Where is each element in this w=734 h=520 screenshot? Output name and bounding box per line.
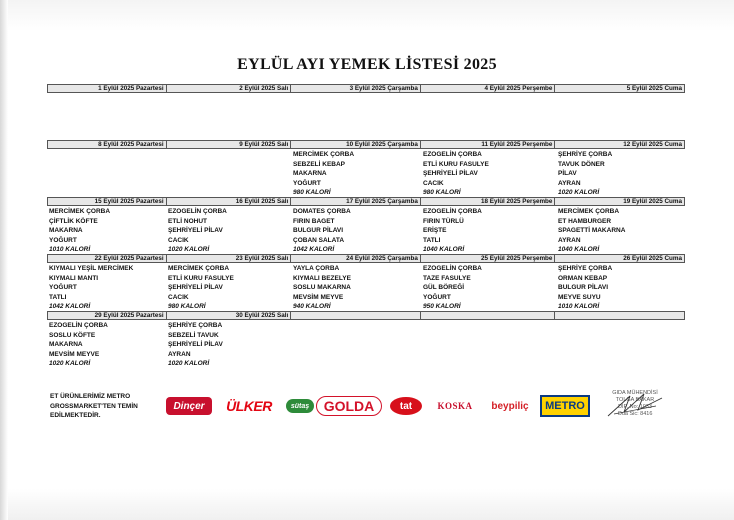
day-header: 16 Eylül 2025 Salı <box>167 198 292 205</box>
menu-item: ŞEHRİYE ÇORBA <box>558 151 613 158</box>
week-row <box>47 84 685 140</box>
engineer-stamp <box>600 390 670 418</box>
beypilic-logo: beypiliç <box>491 400 529 412</box>
menu-item: EZOGELİN ÇORBA <box>168 208 227 215</box>
menu-item: SOSLU KÖFTE <box>49 331 96 339</box>
day-header: 29 Eylül 2025 Pazartesi <box>48 312 167 319</box>
day-menu-cell <box>166 263 291 311</box>
day-menu-cell <box>556 206 685 254</box>
note-line: GROSSMARKET'TEN TEMİN <box>50 402 138 410</box>
day-menu-cell <box>291 93 421 140</box>
calorie-total: 950 KALORİ <box>423 303 461 311</box>
menu-item: YOĞURT <box>293 179 321 187</box>
day-header: 9 Eylül 2025 Salı <box>167 141 292 148</box>
day-menu-cell <box>166 93 291 140</box>
calorie-total: 1020 KALORİ <box>168 360 210 368</box>
day-menu-cell <box>291 320 421 368</box>
day-menu-cell <box>556 320 685 368</box>
week-header <box>47 140 685 149</box>
menu-item: SOSLU MAKARNA <box>293 284 351 292</box>
day-header: 25 Eylül 2025 Perşembe <box>421 255 556 262</box>
day-menu-cell <box>291 149 421 197</box>
calorie-total: 1040 KALORİ <box>423 246 465 254</box>
day-menu-cell <box>47 263 166 311</box>
week-body <box>47 93 685 140</box>
menu-item: DOMATES ÇORBA <box>293 208 351 215</box>
metro-logo: METRO <box>540 395 590 417</box>
stamp-line: TOLGA BAKAR <box>615 397 655 403</box>
menu-item: TAVUK DÖNER <box>558 160 605 168</box>
stamp-line: Oda Sic: 8416 <box>617 411 653 417</box>
calorie-total: 1020 KALORİ <box>558 189 600 197</box>
day-header: 19 Eylül 2025 Cuma <box>623 198 682 205</box>
day-menu-cell <box>166 320 291 368</box>
sutas-logo: sütaş <box>286 399 314 413</box>
day-header: 10 Eylül 2025 Çarşamba <box>291 141 421 148</box>
menu-item: ŞEHRİYE ÇORBA <box>558 265 613 272</box>
menu-item: YAYLA ÇORBA <box>293 265 340 272</box>
week-body <box>47 206 685 254</box>
menu-item: AYRAN <box>558 236 581 244</box>
menu-item: YOĞURT <box>49 284 77 292</box>
menu-item: ŞEHRİYELİ PİLAV <box>168 227 223 235</box>
menu-item: BULGUR PİLAVI <box>558 284 609 292</box>
calorie-total: 1020 KALORİ <box>168 246 210 254</box>
menu-item: ORMAN KEBAP <box>558 274 608 282</box>
week-header <box>47 254 685 263</box>
menu-item: KIYMALI BEZELYE <box>293 274 351 282</box>
week-body <box>47 320 685 368</box>
week-row <box>47 140 685 197</box>
menu-item: AYRAN <box>558 179 581 187</box>
menu-item: ŞEHRİYELİ PİLAV <box>423 170 478 178</box>
menu-item: MERCİMEK ÇORBA <box>293 151 355 158</box>
day-menu-cell <box>47 93 166 140</box>
menu-item: YOĞURT <box>423 293 451 301</box>
day-header: 26 Eylül 2025 Cuma <box>623 255 682 262</box>
menu-item: MERCİMEK ÇORBA <box>49 208 111 215</box>
day-menu-cell <box>47 149 166 197</box>
day-header: 12 Eylül 2025 Cuma <box>623 141 682 148</box>
day-header: 30 Eylül 2025 Salı <box>167 312 292 319</box>
day-menu-cell <box>556 263 685 311</box>
menu-item: PİLAV <box>558 170 577 178</box>
calorie-total: 980 KALORİ <box>293 189 331 197</box>
day-header <box>291 312 421 319</box>
menu-item: TAZE FASULYE <box>423 274 471 282</box>
day-header: 4 Eylül 2025 Perşembe <box>421 85 556 92</box>
menu-item: YOĞURT <box>49 236 77 244</box>
week-row <box>47 311 685 368</box>
day-menu-cell <box>421 93 556 140</box>
menu-item: FIRIN TÜRLÜ <box>423 217 464 225</box>
note-line: ET ÜRÜNLERİMİZ METRO <box>50 393 131 400</box>
day-menu-cell <box>556 149 685 197</box>
menu-item: ÇOBAN SALATA <box>293 236 345 244</box>
menu-item: ERİŞTE <box>423 227 447 235</box>
week-header <box>47 84 685 93</box>
day-header: 18 Eylül 2025 Perşembe <box>421 198 556 205</box>
menu-item: EZOGELİN ÇORBA <box>423 265 482 272</box>
menu-item: MEYVE SUYU <box>558 293 601 301</box>
menu-item: MAKARNA <box>293 170 327 178</box>
menu-item: BULGUR PİLAVI <box>293 227 344 235</box>
day-menu-cell <box>421 320 556 368</box>
note-line: EDİLMEKTEDİR. <box>50 412 101 419</box>
calorie-total: 940 KALORİ <box>293 303 331 311</box>
day-header: 3 Eylül 2025 Çarşamba <box>291 85 421 92</box>
calorie-total: 1010 KALORİ <box>558 303 600 311</box>
day-header: 1 Eylül 2025 Pazartesi <box>48 85 167 92</box>
menu-item: ŞEHRİYE ÇORBA <box>168 322 223 329</box>
day-menu-cell <box>166 149 291 197</box>
signature-icon <box>600 390 670 420</box>
day-menu-cell <box>421 149 556 197</box>
day-menu-cell <box>166 206 291 254</box>
koska-logo: KOSKA <box>437 401 473 411</box>
menu-item: ÇİFTLİK KÖFTE <box>49 217 98 225</box>
menu-item: KIYMALI MANTI <box>49 274 99 282</box>
day-header: 5 Eylül 2025 Cuma <box>626 85 682 92</box>
menu-item: ETLİ KURU FASULYE <box>168 274 234 282</box>
menu-item: MERCİMEK ÇORBA <box>168 265 230 272</box>
day-menu-cell <box>47 206 166 254</box>
calorie-total: 980 KALORİ <box>168 303 206 311</box>
day-header <box>555 312 684 319</box>
menu-item: ETLİ NOHUT <box>168 217 207 225</box>
day-header: 15 Eylül 2025 Pazartesi <box>48 198 167 205</box>
calorie-total: 1020 KALORİ <box>49 360 91 368</box>
week-row <box>47 254 685 311</box>
stamp-line: GIDA MÜHENDİSİ <box>612 390 658 396</box>
menu-calendar <box>47 84 685 368</box>
calorie-total: 1040 KALORİ <box>558 246 600 254</box>
calorie-total: 1010 KALORİ <box>49 246 91 254</box>
day-header: 8 Eylül 2025 Pazartesi <box>48 141 167 148</box>
menu-item: MAKARNA <box>49 227 83 235</box>
tat-logo: tat <box>390 397 422 415</box>
menu-item: MEVSİM MEYVE <box>49 350 100 358</box>
ulker-logo: ÜLKER <box>226 398 272 414</box>
menu-item: EZOGELİN ÇORBA <box>423 151 482 158</box>
menu-item: ŞEHRİYELİ PİLAV <box>168 341 223 349</box>
week-header <box>47 197 685 206</box>
menu-item: GÜL BÖREĞİ <box>423 284 465 292</box>
menu-item: KIYMALI YEŞİL MERCİMEK <box>49 265 134 272</box>
dincer-logo: Dinçer <box>166 397 212 415</box>
calorie-total: 1042 KALORİ <box>293 246 335 254</box>
menu-item: MEVSİM MEYVE <box>293 293 344 301</box>
day-menu-cell <box>291 263 421 311</box>
menu-item: CACIK <box>423 179 444 187</box>
day-header: 24 Eylül 2025 Çarşamba <box>291 255 421 262</box>
golda-logo: GOLDA <box>316 396 382 416</box>
menu-item: TATLI <box>49 293 67 301</box>
menu-item: MAKARNA <box>49 341 83 349</box>
menu-item: CACIK <box>168 236 189 244</box>
day-header: 2 Eylül 2025 Salı <box>167 85 292 92</box>
menu-item: FIRIN BAGET <box>293 217 335 225</box>
menu-item: TATLI <box>423 236 441 244</box>
day-header: 17 Eylül 2025 Çarşamba <box>291 198 421 205</box>
menu-item: AYRAN <box>168 350 191 358</box>
week-header <box>47 311 685 320</box>
day-menu-cell <box>47 320 166 368</box>
day-header: 23 Eylül 2025 Salı <box>167 255 292 262</box>
week-row <box>47 197 685 254</box>
menu-item: CACIK <box>168 293 189 301</box>
page-title: EYLÜL AYI YEMEK LİSTESİ 2025 <box>237 56 497 73</box>
menu-item: EZOGELİN ÇORBA <box>423 208 482 215</box>
day-header: 11 Eylül 2025 Perşembe <box>421 141 556 148</box>
menu-item: ŞEHRİYELİ PİLAV <box>168 284 223 292</box>
left-edge-shadow <box>0 0 8 520</box>
day-menu-cell <box>421 263 556 311</box>
menu-item: EZOGELİN ÇORBA <box>49 322 108 329</box>
menu-item: ET HAMBURGER <box>558 217 612 225</box>
menu-item: SPAGETTİ MAKARNA <box>558 227 626 235</box>
day-menu-cell <box>421 206 556 254</box>
day-header <box>421 312 556 319</box>
day-header: 22 Eylül 2025 Pazartesi <box>48 255 167 262</box>
calorie-total: 1042 KALORİ <box>49 303 91 311</box>
stamp-line: DİP. No: 1033 <box>618 404 652 410</box>
menu-item: MERCİMEK ÇORBA <box>558 208 620 215</box>
day-menu-cell <box>556 93 685 140</box>
menu-item: SEBZELİ TAVUK <box>168 331 219 339</box>
menu-item: ETLİ KURU FASULYE <box>423 160 489 168</box>
calorie-total: 980 KALORİ <box>423 189 461 197</box>
week-body <box>47 263 685 311</box>
menu-item: SEBZELİ KEBAP <box>293 160 346 168</box>
day-menu-cell <box>291 206 421 254</box>
week-body <box>47 149 685 197</box>
